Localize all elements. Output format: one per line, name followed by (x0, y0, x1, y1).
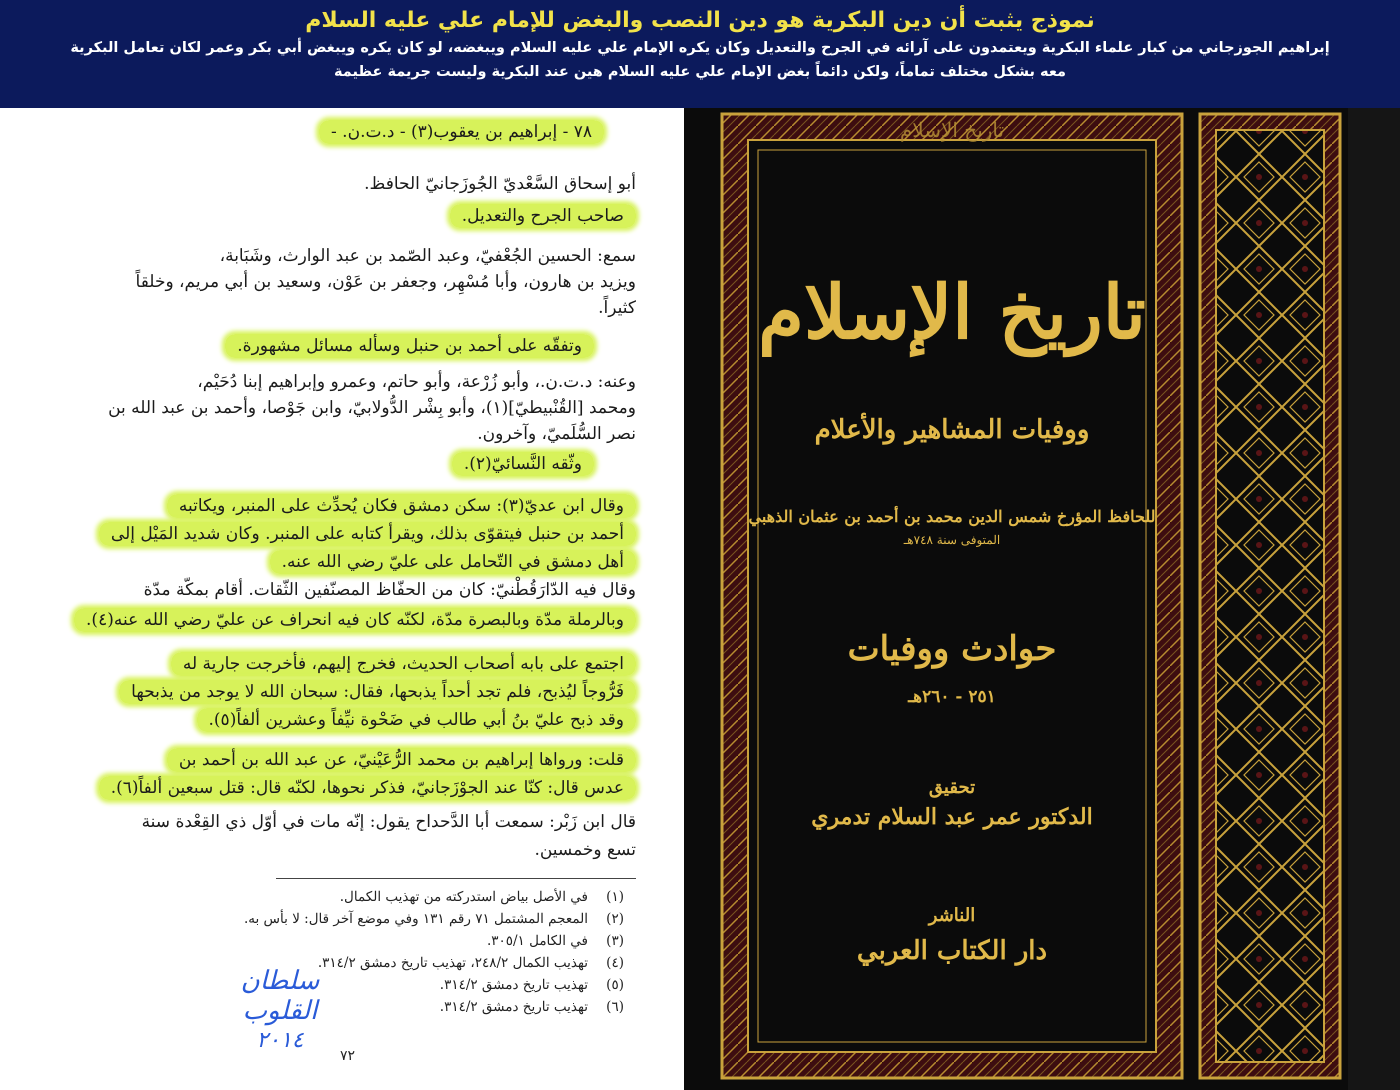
text-line: قال ابن زَبْر: سمعت أبا الدَّحداح يقول: إنّه مات في أوّل ذي القِعْدة سنة (141, 812, 636, 832)
entry-heading: ٧٨ - إبراهيم بن يعقوب(٣) - د.ت.ن. - (319, 120, 604, 144)
text-line-highlighted: صاحب الجرح والتعديل. (450, 204, 636, 228)
cover-author-death: المتوفى سنة ٧٤٨هـ (903, 533, 1001, 547)
cover-top-border-text: تاريخ الإسلام (899, 118, 1005, 142)
footnote: (٣)في الكامل ٣٠٥/١. (486, 933, 624, 949)
footnote: (٤)تهذيب الكمال ٢٤٨/٢، تهذيب تاريخ دمشق ٣١٤/٢. (317, 955, 624, 971)
text-line: ويزيد بن هارون، وأبا مُسْهِر، وجعفر بن عَوْن، وسعيد بن أبي مريم، وخلقاً (135, 272, 636, 292)
text-line: كثيراً. (598, 298, 636, 318)
text-line-highlighted: وتفقّه على أحمد بن حنبل وسأله مسائل مشهورة. (225, 334, 594, 358)
cover-editor: الدكتور عمر عبد السلام تدمري (811, 804, 1093, 830)
text-line: ومحمد [القُنْبيطيّ](١)، وأبو بِشْر الدُّولابيّ، وابن جَوْصا، وأحمد بن عبد الله بن (108, 398, 636, 418)
footnote-separator (276, 878, 636, 879)
cover-publisher: دار الكتاب العربي (856, 936, 1048, 966)
cover-volume-title: حوادث ووفيات (847, 629, 1057, 669)
book-cover (684, 108, 1400, 1090)
cover-volume-years: ٢٥١ - ٢٦٠هـ (908, 687, 996, 707)
text-line-highlighted: عدس قال: كنّا عند الجوْزَجانيّ، فذكر نحوها، لكنّه قال: قتل سبعين ألفاً(٦). (99, 776, 636, 800)
banner-description-line-1: إبراهيم الجوزجاني من كبار علماء البكرية ويعتمدون على آرائه في الجرح والتعديل وكان يكره الإمام علي عليه السلام ويبغضه، لو كان يكره ويبغض أبي بكر وعمر لكان تعامل البكرية (70, 40, 1330, 56)
text-line: تسع وخمسين. (534, 840, 636, 860)
text-line-highlighted: وقال ابن عديّ(٣): سكن دمشق فكان يُحدِّث على المنبر، ويكاتبه (167, 494, 636, 518)
text-line: وقال فيه الدّارَقُطْنيّ: كان من الحفّاظ المصنّفين الثّقات. أقام بمكّة مدّة (143, 580, 636, 600)
banner-title: نموذج يثبت أن دين البكرية هو دين النصب والبغض للإمام علي عليه السلام (305, 8, 1095, 33)
signature-watermark: سلطان القلوب ٢٠١٤ (240, 966, 320, 1053)
header-banner (0, 0, 1400, 108)
footnote: (٢)المعجم المشتمل ٧١ رقم ١٣١ وفي موضع آخر قال: لا بأس به. (243, 911, 624, 927)
cover-editor-label: تحقيق (928, 777, 976, 798)
cover-publisher-label: الناشر (928, 905, 976, 926)
text-line: سمع: الحسين الجُعْفيّ، وعبد الصّمد بن عبد الوارث، وشَبَابة، (219, 246, 636, 266)
cover-author: للحافظ المؤرخ شمس الدين محمد بن أحمد بن عثمان الذهبي (748, 507, 1156, 526)
text-line-highlighted: وثّقه النَّسائيّ(٢). (452, 452, 594, 476)
text-line: وعنه: د.ت.ن.، وأبو زُرْعة، وأبو حاتم، وعمرو وإبراهيم إبنا دُحَيْم، (197, 372, 636, 392)
text-line-highlighted: وقد ذبح عليّ بنُ أبي طالب في ضَحْوة نيِّفاً وعشرين ألفاً(٥). (197, 708, 637, 732)
text-line-highlighted: قلت: ورواها إبراهيم بن محمد الرُّعَيْنيّ، عن عبد الله بن أحمد بن (167, 748, 636, 772)
page-number: ٧٢ (340, 1048, 356, 1064)
footnote: (٦)تهذيب تاريخ دمشق ٣١٤/٢. (439, 999, 624, 1015)
text-line-highlighted: فَرُّوجاً ليُذبح، فلم تجد أحداً يذبحها، فقال: سبحان الله لا يوجد من يذبحها (119, 680, 636, 704)
footnote: (١)في الأصل بياض استدركته من تهذيب الكمال. (339, 889, 624, 905)
text-line-highlighted: اجتمع على بابه أصحاب الحديث، فخرج إليهم، فأخرجت جارية له (171, 652, 636, 676)
cover-subtitle: ووفيات المشاهير والأعلام (814, 415, 1090, 445)
text-line-highlighted: أحمد بن حنبل فيتقوّى بذلك، ويقرأ كتابه على المنبر. وكان شديد المَيْل إلى (99, 522, 636, 546)
book-page (0, 108, 684, 1090)
text-line-highlighted: أهل دمشق في التّحامل على عليّ رضي الله عنه. (270, 550, 636, 574)
banner-description-line-2: معه بشكل مختلف تماماً، ولكن دائماً بغض الإمام علي عليه السلام هين عند البكرية وليست جريمة عظيمة (333, 64, 1067, 80)
text-line: نصر السُّلَميّ، وآخرون. (477, 424, 636, 444)
text-line: أبو إسحاق السَّعْديّ الجُوزَجانيّ الحافظ. (364, 174, 636, 194)
footnote: (٥)تهذيب تاريخ دمشق ٣١٤/٢. (439, 977, 624, 993)
cover-title: تاريخ الإسلام (758, 270, 1146, 356)
text-line-highlighted: وبالرملة مدّة وبالبصرة مدّة، لكنّه كان فيه انحراف عن عليّ رضي الله عنه(٤). (74, 608, 636, 632)
